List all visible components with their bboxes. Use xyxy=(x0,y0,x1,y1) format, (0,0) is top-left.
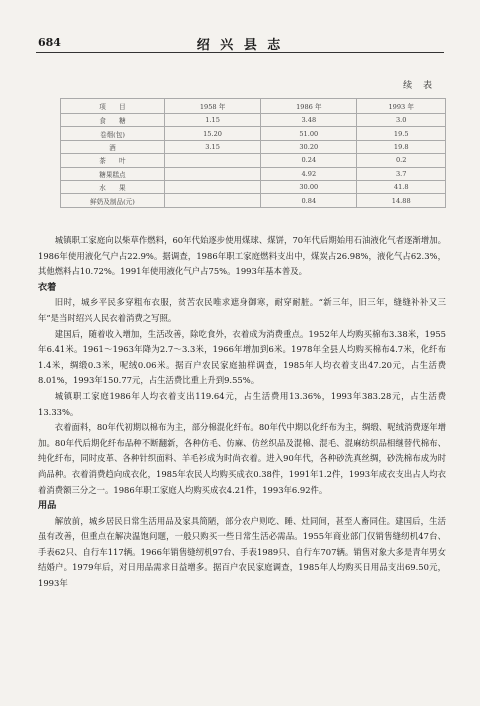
table-cell: 0.2 xyxy=(357,154,446,167)
table-row xyxy=(61,140,446,153)
table-cell: 41.8 xyxy=(357,180,446,193)
section-heading-goods: 用品 xyxy=(38,500,57,512)
row-label: 酒 xyxy=(61,140,165,153)
consumption-table xyxy=(60,98,446,208)
table-row xyxy=(61,127,446,140)
table-cell: 30.00 xyxy=(261,180,357,193)
paragraph-clothing-postwar: 建国后，随着收入增加，生活改善，除吃食外，衣着成为消费重点。1952年人均购买棉布3.38米，1955年6.41米。1961～1963年降为2.7～3.3米，1966年增加到6米。1978年全县人均购买棉布4.7米，化纤布1.4米，绸缎0.3米，呢绒0.06米。据百户农民家庭抽样调查，1985年人均衣着支出47.20元，占生活费8.01%，1993年150.77元，占生活费比重上升到9.55%。 xyxy=(38,328,446,386)
row-label: 卷烟(包) xyxy=(61,127,165,140)
table-cell: 0.24 xyxy=(261,154,357,167)
row-label: 糖果糕点 xyxy=(61,167,165,180)
paragraph-fuel: 城镇职工家庭向以柴草作燃料，60年代始逐步使用煤球、煤饼，70年代后期始用石油液化气者逐渐增加。1986年使用液化气户占22.9%。据调查，1986年职工家庭燃料支出中，煤炭占26.98%，液化气占62.3%，其他燃料占10.72%。1991年使用液化气户占75%。1993年基本普及。 xyxy=(38,235,446,277)
header-rule xyxy=(36,52,444,53)
paragraph-clothing-fabrics: 衣着面料，80年代初期以棉布为主，部分棉混化纤布。80年代中期以化纤布为主，绸缎、呢绒消费逐年增加。80年代后期化纤布品种不断翻新，各种仿毛、仿麻、仿丝织品及混棉、混毛、混麻纺织品相继替代棉布、纯化纤布，同时皮革、各种针织面料、羊毛衫成为时尚衣着。进入90年代，各种砂洗真丝绸，砂洗棉布成为时尚品种。衣着消费趋向成衣化，1985年农民人均购买成衣0.38件，1991年1.2件，1993年成衣支出占人均衣着消费额三分之一。1986年职工家庭人均购买成衣4.21件，1993年6.92件。 xyxy=(38,422,446,495)
row-label: 食 糖 xyxy=(61,114,165,127)
table-row xyxy=(61,167,446,180)
table-cell: 3.0 xyxy=(357,114,446,127)
table-row xyxy=(61,154,446,167)
table-cell: 0.84 xyxy=(261,194,357,207)
table-cell: 4.92 xyxy=(261,167,357,180)
section-heading-clothing: 衣着 xyxy=(38,281,57,293)
body-text xyxy=(38,233,446,592)
paragraph-goods: 解放前，城乡居民日常生活用品及家具简陋，部分农户则吃、睡、灶同间，甚至人畜同住。建国后，生活虽有改善，但重点在解决温饱问题，一般只购买一些日常生活必需品。1955年商业部门仅销售缝纫机47台、手表62只、自行车117辆。1966年销售缝纫机97台、手表1989只、自行车707辆。销售对象大多是青年男女结婚户。1979年后，对日用品需求日益增多。据百户农民家庭调查，1985年人均购买日用品支出69.50元，1993年 xyxy=(38,515,446,589)
table-row xyxy=(61,194,446,207)
table-cell: 3.7 xyxy=(357,167,446,180)
column-header: 1986 年 xyxy=(261,99,357,114)
table-cell: 19.5 xyxy=(357,127,446,140)
table-cell: 3.48 xyxy=(261,114,357,127)
paragraph-clothing-history: 旧时，城乡平民多穿粗布衣服，贫苦农民唯求遮身御寒，耐穿耐脏。“新三年，旧三年，缝缝补补又三年”是当时绍兴人民衣着消费之写照。 xyxy=(38,297,446,323)
table-cell xyxy=(164,154,260,167)
paragraph-clothing-workers: 城镇职工家庭1986年人均衣着支出119.64元，占生活费用13.36%，1993年383.28元，占生活费13.33%。 xyxy=(38,390,446,417)
running-head-title: 绍 兴 县 志 xyxy=(196,38,284,53)
table-cell: 3.15 xyxy=(164,140,260,153)
table-cell: 14.88 xyxy=(357,194,446,207)
column-header: 1993 年 xyxy=(357,99,446,114)
table-cell: 30.20 xyxy=(261,140,357,153)
column-header: 1958 年 xyxy=(164,99,260,114)
column-header: 项 目 xyxy=(61,99,165,114)
row-label: 鲜奶及制品(元) xyxy=(61,194,165,207)
table-cell: 15.20 xyxy=(164,127,260,140)
row-label: 水 果 xyxy=(61,180,165,193)
table-cell xyxy=(164,194,260,207)
row-label: 茶 叶 xyxy=(61,154,165,167)
table-row xyxy=(61,180,446,193)
table-row xyxy=(61,114,446,127)
table-cell: 19.8 xyxy=(357,140,446,153)
table-cell: 51.00 xyxy=(261,127,357,140)
table-cell xyxy=(164,180,260,193)
page-number: 684 xyxy=(38,36,61,49)
table-cell: 1.15 xyxy=(164,114,260,127)
table-header-row xyxy=(61,99,446,114)
table-cell xyxy=(164,167,260,180)
table-continued-label: 续 表 xyxy=(403,81,436,91)
